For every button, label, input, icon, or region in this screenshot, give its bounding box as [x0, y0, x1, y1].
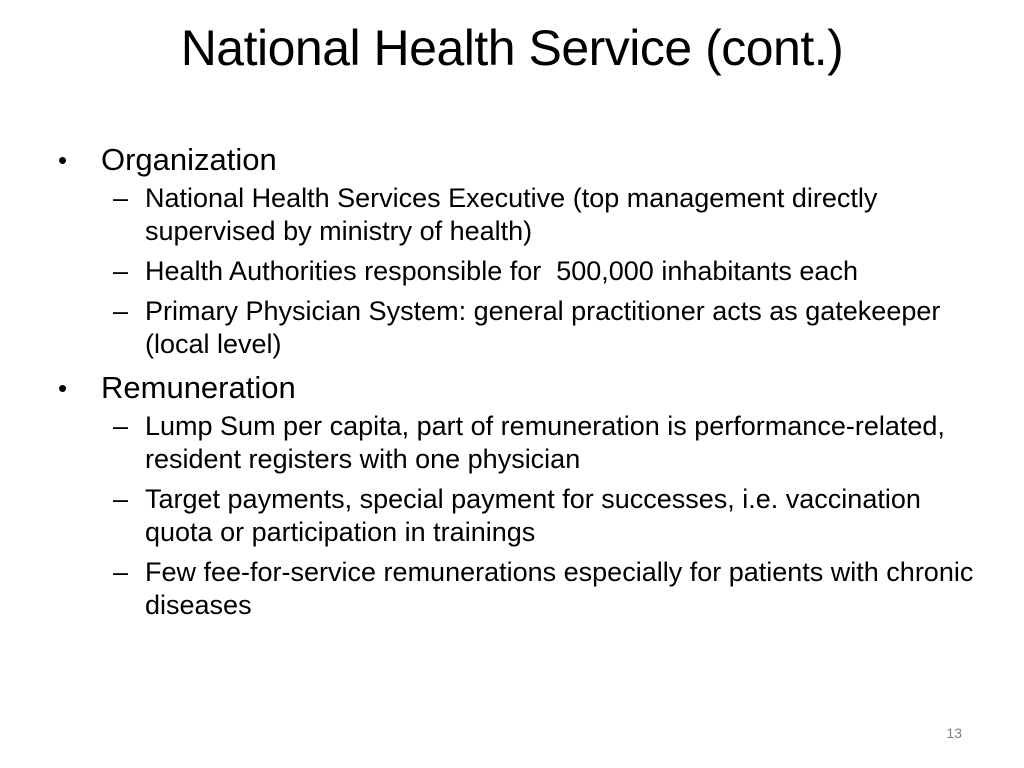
bullet-heading: Organization	[101, 142, 277, 177]
slide-title: National Health Service (cont.)	[180, 20, 844, 76]
dash-icon: –	[113, 296, 129, 326]
sub-list-wrapper	[58, 182, 978, 361]
sub-list-wrapper	[58, 410, 978, 622]
sub-bullet	[58, 556, 978, 622]
bullet-remuneration	[58, 368, 978, 408]
dash-icon: –	[113, 557, 129, 587]
sub-bullet-text: Few fee-for-service remunerations especially for patients with chronic diseases	[145, 557, 974, 620]
dash-icon: –	[113, 411, 129, 441]
sub-bullet-text: Health Authorities responsible for 500,000 inhabitants each	[145, 256, 858, 286]
bullet-list	[58, 140, 978, 629]
sub-bullet-text: National Health Services Executive (top management directly supervised by ministry of health)	[145, 183, 878, 246]
sub-bullet	[58, 410, 978, 476]
bullet-icon: •	[58, 145, 68, 175]
sub-bullet-text: Lump Sum per capita, part of remuneration is performance-related, resident registers with one physician	[145, 411, 945, 474]
sub-list-remuneration	[58, 410, 978, 622]
page-number: 13	[946, 725, 962, 741]
sub-bullet-text: Primary Physician System: general practitioner acts as gatekeeper (local level)	[145, 296, 941, 359]
bullet-icon: •	[58, 373, 68, 403]
dash-icon: –	[113, 256, 129, 286]
bullet-heading: Remuneration	[101, 370, 296, 405]
sub-bullet	[58, 483, 978, 549]
dash-icon: –	[113, 183, 129, 213]
sub-bullet	[58, 182, 978, 248]
sub-bullet	[58, 295, 978, 361]
dash-icon: –	[113, 484, 129, 514]
sub-bullet-text: Target payments, special payment for successes, i.e. vaccination quota or participation in trainings	[145, 484, 921, 547]
bullet-organization	[58, 140, 978, 180]
sub-bullet	[58, 255, 978, 288]
sub-list-organization	[58, 182, 978, 361]
